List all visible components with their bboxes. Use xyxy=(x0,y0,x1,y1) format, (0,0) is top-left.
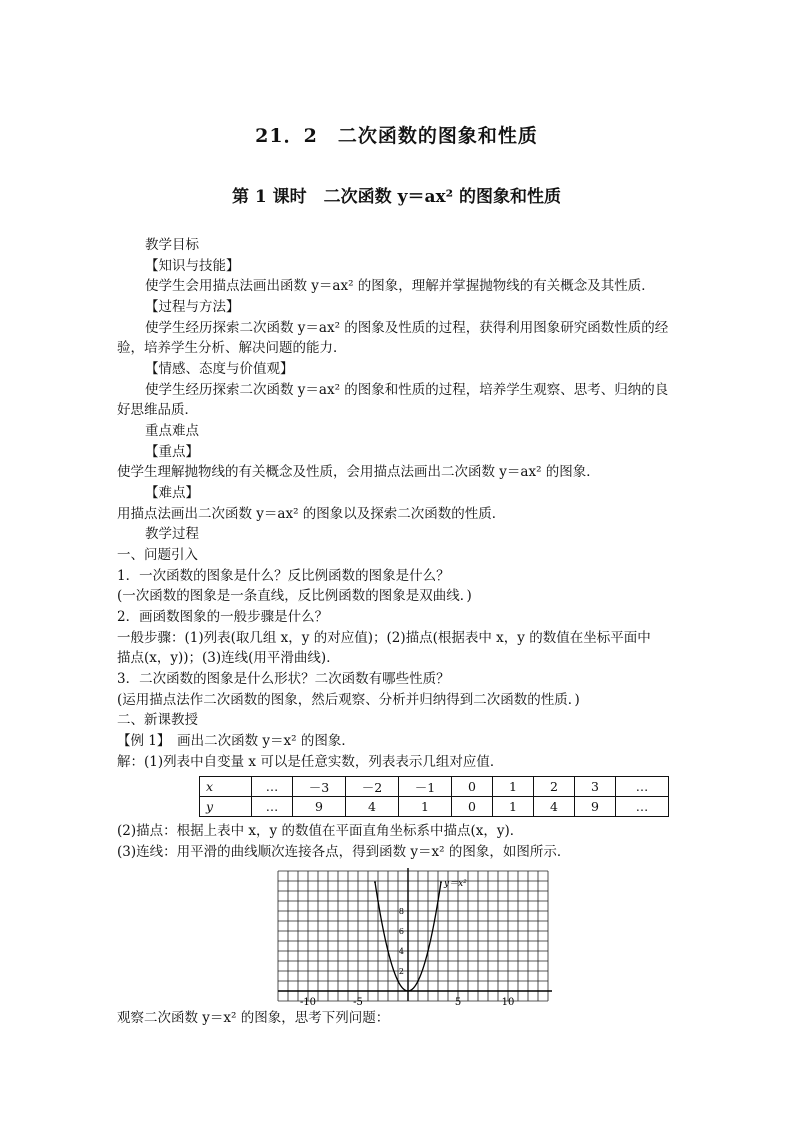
lesson-subtitle: 第 1 课时 二次函数 y＝ax² 的图象和性质 xyxy=(232,187,561,207)
observe-prompt: 观察二次函数 y＝x² 的图象，思考下列问题： xyxy=(117,1010,390,1026)
table-cell: 0 xyxy=(452,797,493,817)
parabola-graph xyxy=(272,866,552,1006)
answer-2: 一般步骤：(1)列表(取几组 x，y 的对应值)；(2)描点(根据表中 x，y 的数值在坐标平面中 xyxy=(117,630,651,646)
table-row-y xyxy=(200,797,669,817)
data-point xyxy=(387,950,389,952)
section-key-difficult: 重点难点 xyxy=(145,423,199,439)
table-cell: y xyxy=(200,797,252,817)
table-cell: 9 xyxy=(293,797,346,817)
paragraph-knowledge: 使学生会用描点法画出函数 y＝ax² 的图象，理解并掌握抛物线的有关概念及其性质． xyxy=(145,278,655,294)
paragraph-process: 使学生经历探索二次函数 y＝ax² 的图象及性质的过程，获得利用图象研究函数性质的经 xyxy=(145,320,669,336)
paragraph-emotion-cont: 好思维品质． xyxy=(117,402,198,418)
table-cell: … xyxy=(616,777,669,797)
question-1: 1．一次函数的图象是什么？反比例函数的图象是什么？ xyxy=(117,568,450,584)
table-cell: 4 xyxy=(346,797,399,817)
x-tick-label: 10 xyxy=(501,997,515,1006)
heading-emotion-values: 【情感、态度与价值观】 xyxy=(145,361,294,377)
answer-2-cont: 描点(x，y))；(3)连线(用平滑曲线)． xyxy=(117,650,340,666)
heading-process-method: 【过程与方法】 xyxy=(145,299,240,315)
table-cell: －1 xyxy=(399,777,452,797)
data-point xyxy=(417,980,419,982)
table-cell: x xyxy=(200,777,252,797)
paragraph-difficulties: 用描点法画出二次函数 y＝ax² 的图象以及探索二次函数的性质． xyxy=(117,506,506,522)
data-point xyxy=(427,950,429,952)
table-cell: 2 xyxy=(534,777,575,797)
table-cell: … xyxy=(616,797,669,817)
y-tick-label: 8 xyxy=(398,907,404,916)
table-cell: 3 xyxy=(575,777,616,797)
y-tick-label: 4 xyxy=(398,947,404,956)
paragraph-emotion: 使学生经历探索二次函数 y＝ax² 的图象和性质的过程，培养学生观察、思考、归纳的良 xyxy=(145,382,669,398)
x-tick-label: 5 xyxy=(454,997,462,1006)
solution-step-3: (3)连线：用平滑的曲线顺次连接各点，得到函数 y＝x² 的图象，如图所示． xyxy=(117,844,571,860)
section-teaching-goals: 教学目标 xyxy=(145,237,199,253)
example-1: 【例 1】 画出二次函数 y＝x² 的图象． xyxy=(117,733,355,749)
table-cell: 1 xyxy=(493,777,534,797)
answer-1: (一次函数的图象是一条直线，反比例函数的图象是双曲线．) xyxy=(117,588,472,604)
y-tick-label: 2 xyxy=(398,967,404,976)
question-2: 2．画函数图象的一般步骤是什么？ xyxy=(117,609,329,625)
heading-problem-intro: 一、问题引入 xyxy=(117,547,198,563)
value-table xyxy=(199,776,669,817)
data-point xyxy=(397,980,399,982)
data-point xyxy=(407,990,409,992)
table-cell: … xyxy=(252,797,293,817)
paragraph-key-points: 使学生理解抛物线的有关概念及性质，会用描点法画出二次函数 y＝ax² 的图象． xyxy=(117,464,600,480)
paragraph-process-cont: 验，培养学生分析、解决问题的能力． xyxy=(117,340,347,356)
heading-knowledge-skills: 【知识与技能】 xyxy=(145,258,240,274)
data-point xyxy=(374,881,376,883)
data-point xyxy=(377,900,379,902)
table-cell: 9 xyxy=(575,797,616,817)
x-tick-label: -5 xyxy=(353,997,363,1006)
y-tick-label: 6 xyxy=(398,927,404,936)
table-cell: 0 xyxy=(452,777,493,797)
data-point xyxy=(437,900,439,902)
solution-step-2: (2)描点：根据上表中 x，y 的数值在平面直角坐标系中描点(x，y)． xyxy=(117,823,524,839)
x-tick-label: -10 xyxy=(299,997,317,1006)
table-cell: … xyxy=(252,777,293,797)
question-3: 3．二次函数的图象是什么形状？二次函数有哪些性质？ xyxy=(117,671,450,687)
table-row-x xyxy=(200,777,669,797)
table-cell: －2 xyxy=(346,777,399,797)
curve-label: y＝x² xyxy=(444,879,467,889)
answer-3: (运用描点法作二次函数的图象，然后观察、分析并归纳得到二次函数的性质．) xyxy=(117,692,580,708)
heading-new-lesson: 二、新课教授 xyxy=(117,712,198,728)
table-cell: 4 xyxy=(534,797,575,817)
table-cell: －3 xyxy=(293,777,346,797)
heading-difficulties: 【难点】 xyxy=(145,485,199,501)
data-point xyxy=(440,881,442,883)
page-title: 21．2 二次函数的图象和性质 xyxy=(255,125,538,147)
heading-key-points: 【重点】 xyxy=(145,444,199,460)
solution-step-1: 解：(1)列表中自变量 x 可以是任意实数，列表表示几组对应值． xyxy=(117,754,504,770)
section-teaching-process: 教学过程 xyxy=(145,526,199,542)
table-cell: 1 xyxy=(399,797,452,817)
table-cell: 1 xyxy=(493,797,534,817)
